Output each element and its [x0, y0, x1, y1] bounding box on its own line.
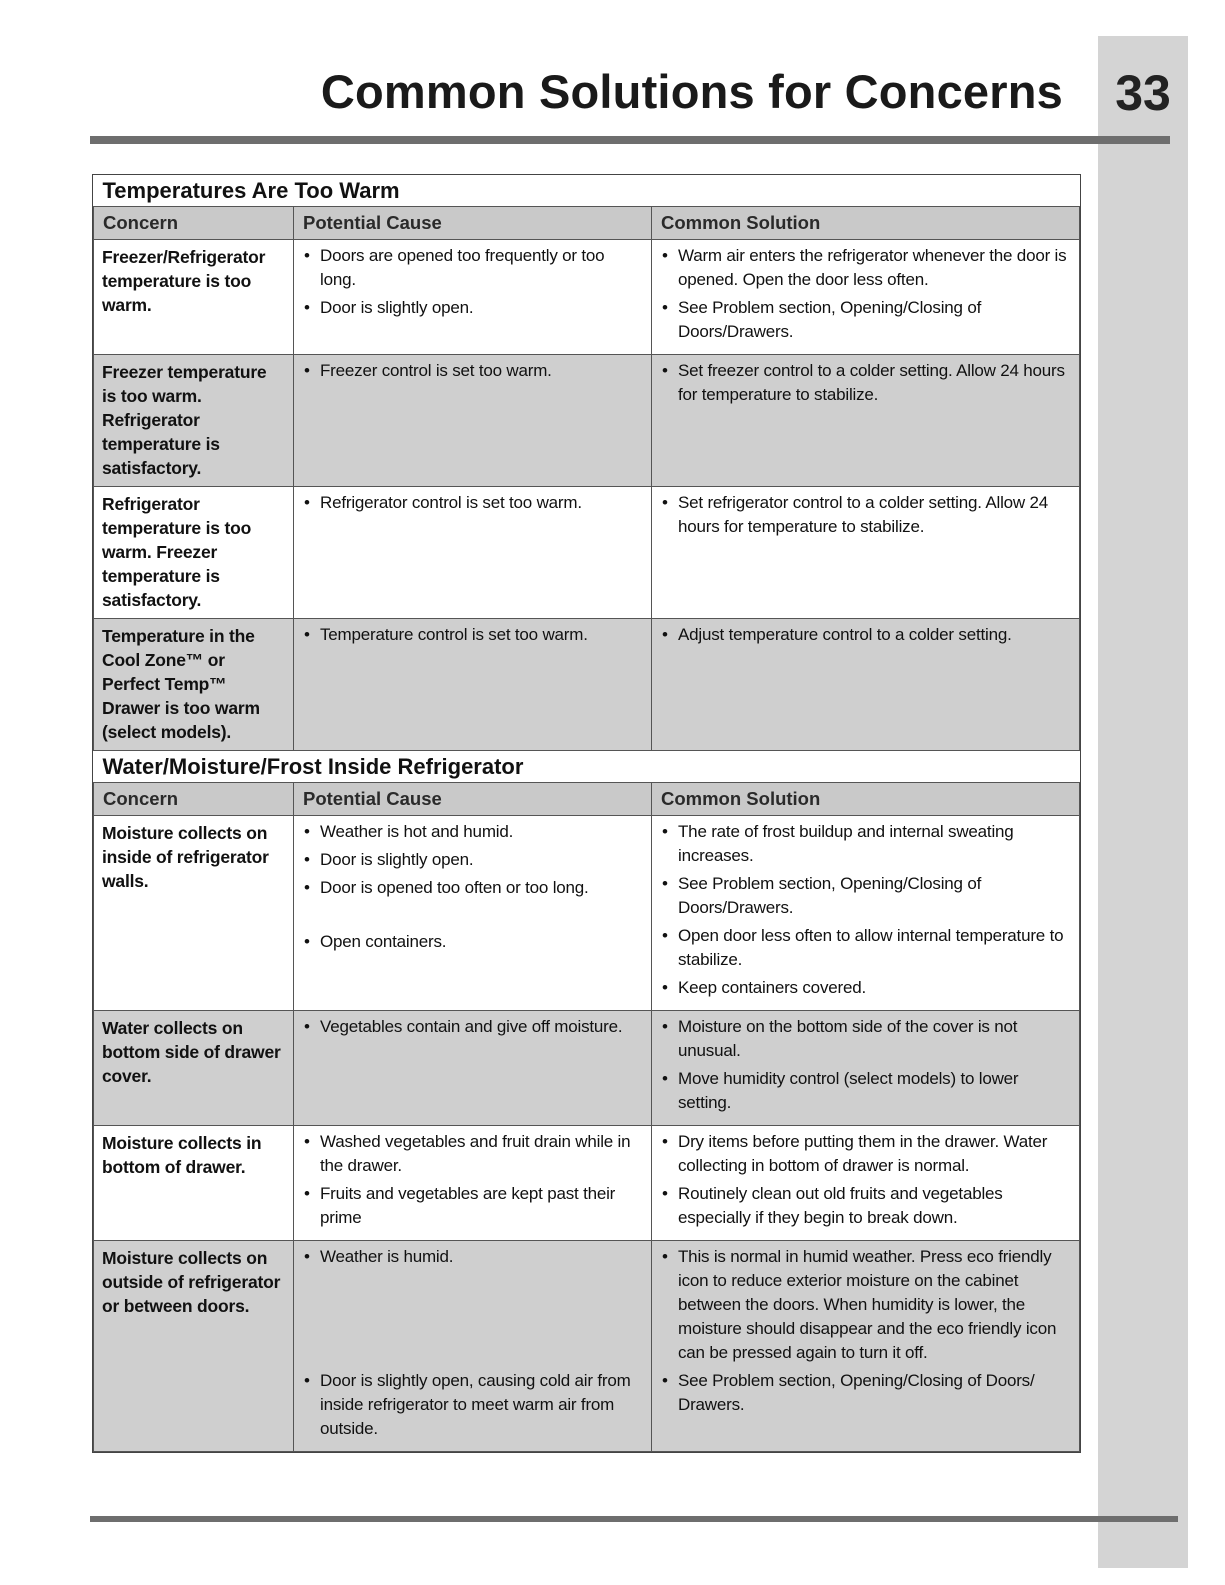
solution-item: • See Problem section, Opening/Closing of Doors/ Drawers.	[660, 1369, 1071, 1417]
section-title: Temperatures Are Too Warm	[94, 175, 1080, 207]
header-common-solution: Common Solution	[652, 783, 1080, 816]
cause-cell	[294, 240, 652, 355]
header-potential-cause: Potential Cause	[294, 783, 652, 816]
cause-item: • Door is slightly open, causing cold air from inside refrigerator to meet warm air from outside.	[302, 1369, 643, 1441]
cause-cell	[294, 1241, 652, 1452]
concern-cell: Temperature in the Cool Zone™ or Perfect Temp™ Drawer is too warm (select models).	[94, 619, 294, 751]
cause-item: • Door is slightly open.	[302, 848, 643, 872]
solution-cell	[652, 1241, 1080, 1452]
table-row	[94, 487, 1080, 619]
solution-item: • Open door less often to allow internal temperature to stabilize.	[660, 924, 1071, 972]
troubleshooting-table	[93, 175, 1080, 1452]
solution-item: • Keep containers covered.	[660, 976, 1071, 1000]
cause-cell	[294, 816, 652, 1011]
solution-cell	[652, 355, 1080, 487]
cause-item: • Doors are opened too frequently or too long.	[302, 244, 643, 292]
cause-cell	[294, 487, 652, 619]
cause-item: • Fruits and vegetables are kept past their prime	[302, 1182, 643, 1230]
column-header-row	[94, 207, 1080, 240]
page-side-tab	[1098, 36, 1188, 1568]
solution-item: • See Problem section, Opening/Closing of Doors/Drawers.	[660, 296, 1071, 344]
cause-cell	[294, 619, 652, 751]
solution-cell	[652, 619, 1080, 751]
cause-item: • Open containers.	[302, 930, 643, 954]
solution-item: • Move humidity control (select models) to lower setting.	[660, 1067, 1071, 1115]
table-row	[94, 1241, 1080, 1452]
cause-item: • Freezer control is set too warm.	[302, 359, 643, 383]
table-row	[94, 1126, 1080, 1241]
header-common-solution: Common Solution	[652, 207, 1080, 240]
solution-cell	[652, 816, 1080, 1011]
concern-cell: Water collects on bottom side of drawer cover.	[94, 1011, 294, 1126]
concern-cell: Freezer temperature is too warm. Refrigerator temperature is satisfactory.	[94, 355, 294, 487]
solution-cell	[652, 1011, 1080, 1126]
concern-cell: Moisture collects on outside of refrigerator or between doors.	[94, 1241, 294, 1452]
cause-item: • Temperature control is set too warm.	[302, 623, 643, 647]
concern-cell: Moisture collects in bottom of drawer.	[94, 1126, 294, 1241]
cause-item: • Weather is hot and humid.	[302, 820, 643, 844]
cause-item: • Door is opened too often or too long.	[302, 876, 643, 900]
solution-cell	[652, 1126, 1080, 1241]
solution-item: • This is normal in humid weather. Press eco friendly icon to reduce exterior moisture on the cabinet between the doors. When humidity is lower, the moisture should disappear and the eco friendly icon can be pressed again to turn it off.	[660, 1245, 1071, 1365]
top-rule	[90, 136, 1170, 144]
header-concern: Concern	[94, 783, 294, 816]
solution-item: • Set freezer control to a colder setting. Allow 24 hours for temperature to stabilize.	[660, 359, 1071, 407]
cause-item: • Washed vegetables and fruit drain while in the drawer.	[302, 1130, 643, 1178]
section-title: Water/Moisture/Frost Inside Refrigerator	[94, 751, 1080, 783]
header-potential-cause: Potential Cause	[294, 207, 652, 240]
cause-item: • Refrigerator control is set too warm.	[302, 491, 643, 515]
cause-cell	[294, 1126, 652, 1241]
solution-cell	[652, 487, 1080, 619]
solution-item: • Moisture on the bottom side of the cover is not unusual.	[660, 1015, 1071, 1063]
table-row	[94, 240, 1080, 355]
page-number: 33	[1115, 65, 1171, 121]
header-concern: Concern	[94, 207, 294, 240]
cause-item: • Door is slightly open.	[302, 296, 643, 320]
column-header-row	[94, 783, 1080, 816]
table-row	[94, 1011, 1080, 1126]
section-title-row	[94, 751, 1080, 783]
table-row	[94, 355, 1080, 487]
solution-item: • Warm air enters the refrigerator whenever the door is opened. Open the door less often.	[660, 244, 1071, 292]
concern-cell: Refrigerator temperature is too warm. Freezer temperature is satisfactory.	[94, 487, 294, 619]
solution-item: • Set refrigerator control to a colder setting. Allow 24 hours for temperature to stabilize.	[660, 491, 1071, 539]
concern-cell: Freezer/Refrigerator temperature is too warm.	[94, 240, 294, 355]
solution-item: • The rate of frost buildup and internal sweating increases.	[660, 820, 1071, 868]
solution-cell	[652, 240, 1080, 355]
bottom-rule	[90, 1516, 1178, 1522]
troubleshooting-tables	[92, 174, 1081, 1453]
solution-item: • Dry items before putting them in the drawer. Water collecting in bottom of drawer is normal.	[660, 1130, 1071, 1178]
solution-item: • Adjust temperature control to a colder setting.	[660, 623, 1071, 647]
table-row	[94, 619, 1080, 751]
concern-cell: Moisture collects on inside of refrigerator walls.	[94, 816, 294, 1011]
cause-item: • Vegetables contain and give off moisture.	[302, 1015, 643, 1039]
solution-item: • See Problem section, Opening/Closing of Doors/Drawers.	[660, 872, 1071, 920]
table-row	[94, 816, 1080, 1011]
page-title: Common Solutions for Concerns	[320, 65, 1063, 118]
solution-item: • Routinely clean out old fruits and vegetables especially if they begin to break down.	[660, 1182, 1071, 1230]
cause-item: • Weather is humid.	[302, 1245, 643, 1269]
cause-cell	[294, 1011, 652, 1126]
cause-cell	[294, 355, 652, 487]
section-title-row	[94, 175, 1080, 207]
